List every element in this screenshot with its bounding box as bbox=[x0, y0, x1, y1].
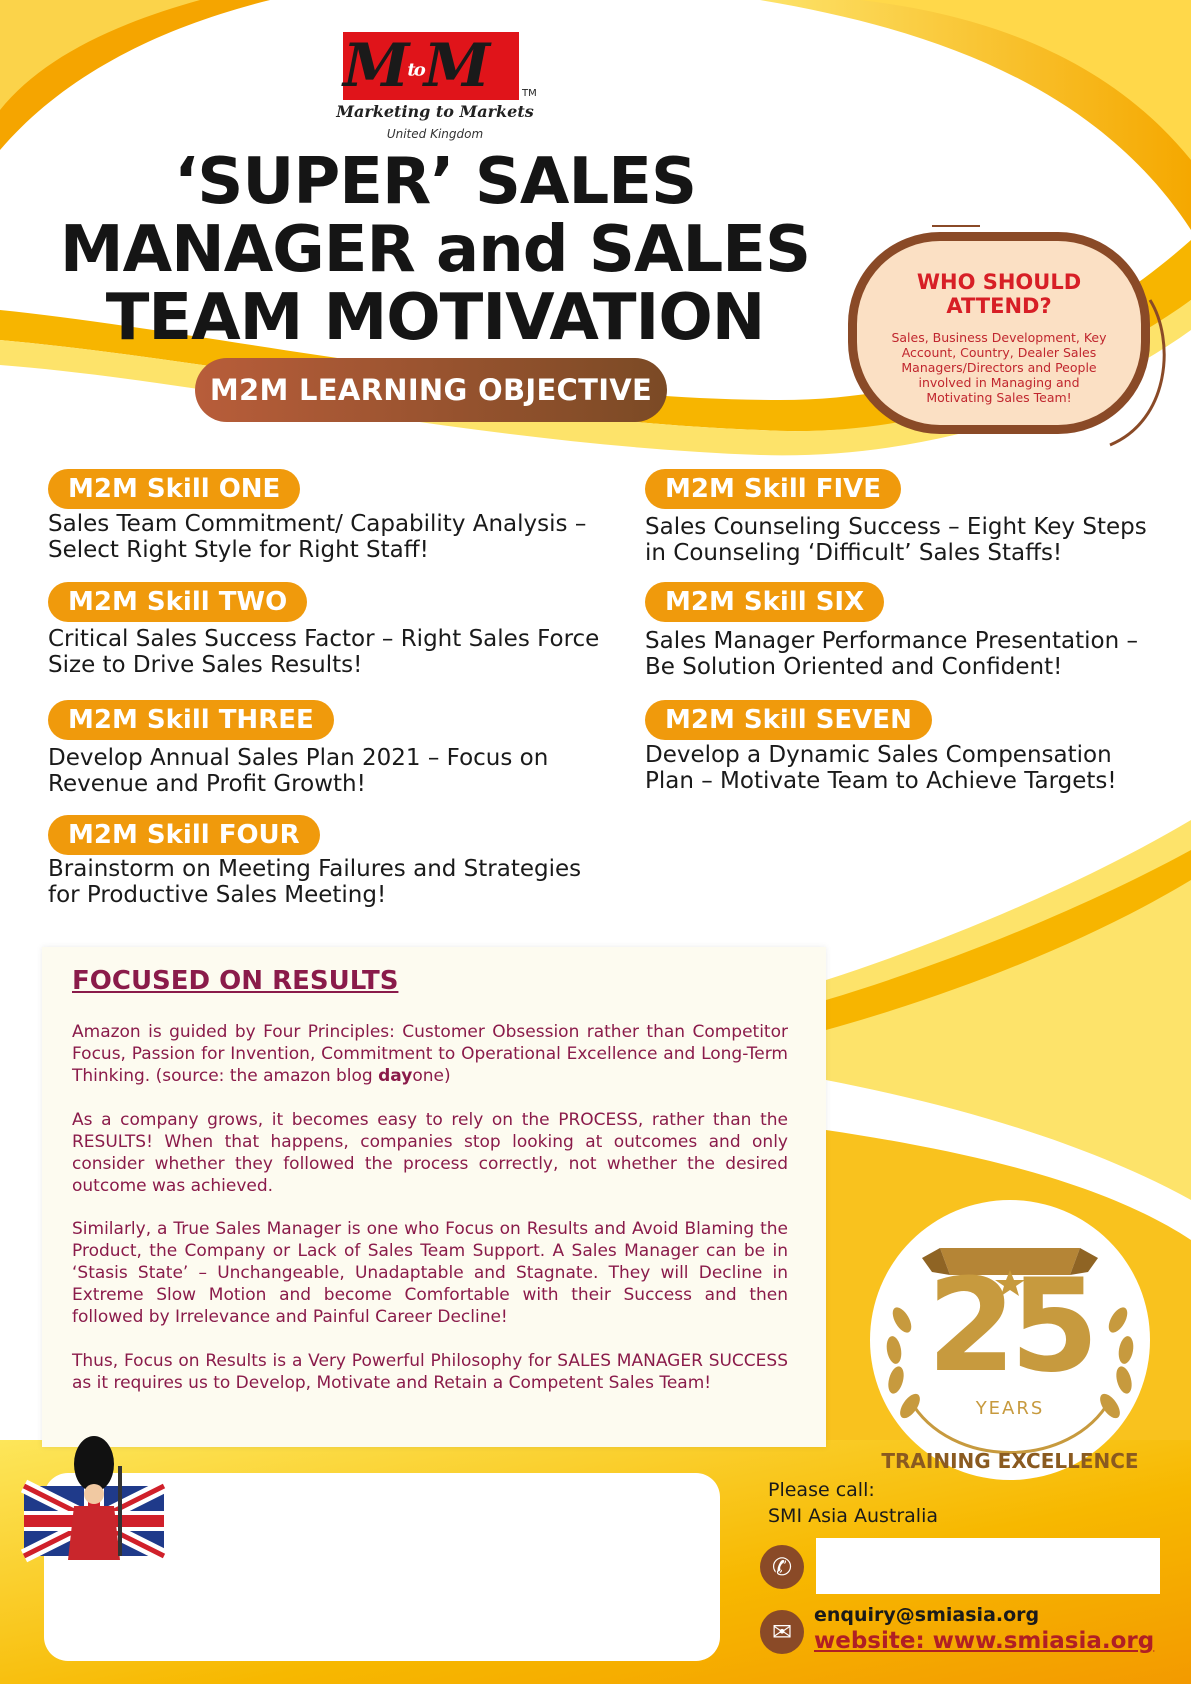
skill-one-badge: M2M Skill ONE bbox=[48, 469, 300, 509]
focus-paragraph-4: Thus, Focus on Results is a Very Powerful Philosophy for SALES MANAGER SUCCESS as it requires us to Develop, Motivate and Retain a Competent Sales Team! bbox=[72, 1351, 788, 1393]
skill-four-description: Brainstorm on Meeting Failures and Strategies for Productive Sales Meeting! bbox=[48, 856, 582, 908]
who-should-attend-text: Sales, Business Development, Key Account, Country, Dealer Sales Managers/Directors and People involved in Managing and Motivating Sales Team! bbox=[891, 330, 1107, 405]
skill-three-badge: M2M Skill THREE bbox=[48, 700, 334, 740]
focus-paragraph-2: As a company grows, it becomes easy to rely on the PROCESS, rather than the RESULTS! When that happens, companies stop looking at outcomes and only consider whether they followed the process correctly, not whether the desired outcome was achieved. bbox=[72, 1110, 788, 1196]
who-should-attend-title: WHO SHOULD ATTEND? bbox=[916, 270, 1082, 318]
skill-four-badge: M2M Skill FOUR bbox=[48, 815, 320, 855]
page-title: ‘SUPER’ SALES MANAGER and SALES TEAM MOTIVATION bbox=[59, 145, 811, 355]
mail-icon: ✉ bbox=[760, 1610, 804, 1654]
skill-seven-badge: M2M Skill SEVEN bbox=[645, 700, 932, 740]
org-name: SMI Asia Australia bbox=[768, 1505, 938, 1527]
logo-tagline: Marketing to Markets bbox=[336, 102, 534, 121]
skill-seven-description: Develop a Dynamic Sales Compensation Plan – Motivate Team to Achieve Targets! bbox=[645, 742, 1117, 794]
skill-six-badge: M2M Skill SIX bbox=[645, 582, 884, 622]
uk-guard-flag-icon bbox=[14, 1436, 174, 1566]
skill-three-description: Develop Annual Sales Plan 2021 – Focus on Revenue and Profit Growth! bbox=[48, 745, 549, 797]
logo-trademark: TM bbox=[522, 88, 537, 99]
focus-paragraph-1: Amazon is guided by Four Principles: Customer Obsession rather than Competitor Focus, Passion for Invention, Commitment to Operational Excellence and Long-Term Thinking. (source: the amazon blog dayone) bbox=[72, 1022, 788, 1086]
skill-six-description: Sales Manager Performance Presentation – Be Solution Oriented and Confident! bbox=[645, 628, 1138, 680]
badge-years-range: 1995-2020 bbox=[965, 1220, 1055, 1238]
skill-five-badge: M2M Skill FIVE bbox=[645, 469, 901, 509]
badge-years-word: YEARS bbox=[975, 1398, 1045, 1419]
phone-icon: ✆ bbox=[760, 1545, 804, 1589]
focus-paragraph-3: Similarly, a True Sales Manager is one who Focus on Results and Avoid Blaming the Product, the Company or Lack of Sales Team Support. A Sales Manager can be in ‘Stasis State’ – Unchangeable, Unadaptable and Stagnate. They will Decline in Extreme Slow Motion and become Comfortable with their Success and then followed by Irrelevance and Painful Career Decline! bbox=[72, 1219, 788, 1327]
email-link[interactable]: enquiry@smiasia.org bbox=[814, 1604, 1040, 1626]
skill-one-description: Sales Team Commitment/ Capability Analysis – Select Right Style for Right Staff! bbox=[48, 511, 587, 563]
logo-country: United Kingdom bbox=[386, 127, 484, 141]
learning-objective-banner: M2M LEARNING OBJECTIVE bbox=[195, 358, 667, 422]
phone-number-field bbox=[816, 1538, 1160, 1594]
logo-mark: MtoM bbox=[343, 31, 489, 101]
please-call-label: Please call: bbox=[768, 1479, 875, 1501]
skill-two-description: Critical Sales Success Factor – Right Sales Force Size to Drive Sales Results! bbox=[48, 626, 600, 678]
skill-two-badge: M2M Skill TWO bbox=[48, 582, 307, 622]
skill-five-description: Sales Counseling Success – Eight Key Steps in Counseling ‘Difficult’ Sales Staffs! bbox=[645, 514, 1147, 566]
website-link[interactable]: website: www.smiasia.org bbox=[814, 1628, 1155, 1654]
badge-number: 25 bbox=[926, 1252, 1094, 1401]
focused-on-results-title: FOCUSED ON RESULTS bbox=[72, 966, 399, 996]
badge-arc-text: TRAINING EXCELLENCE bbox=[881, 1449, 1139, 1473]
